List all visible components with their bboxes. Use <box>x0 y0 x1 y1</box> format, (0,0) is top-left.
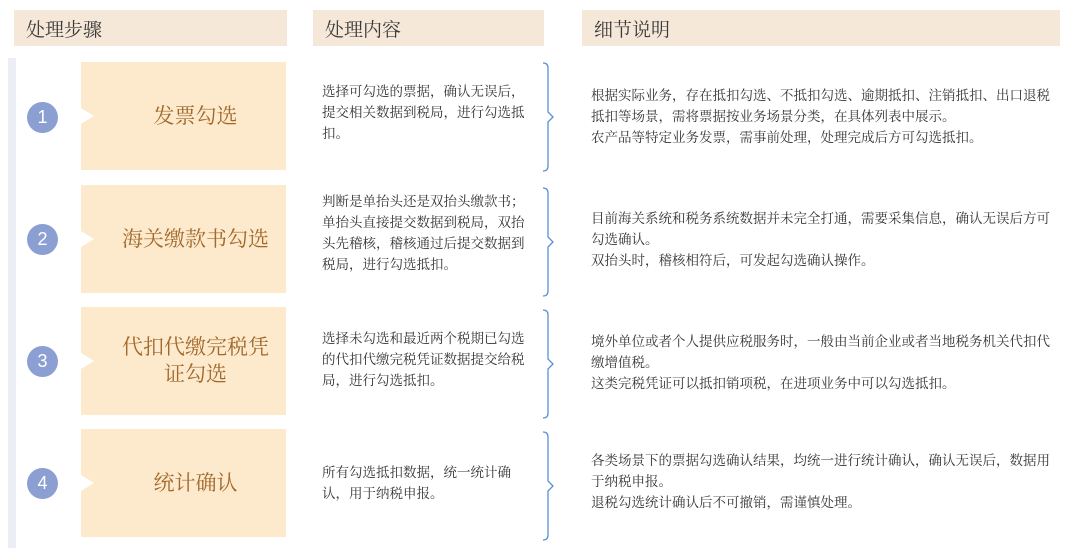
bracket-2 <box>540 187 556 297</box>
detail-paragraph: 农产品等特定业务发票，需事前处理，处理完成后方可勾选抵扣。 <box>591 129 983 146</box>
step-number-1: 1 <box>27 102 58 133</box>
header-details <box>582 10 1060 46</box>
step-box-3 <box>81 307 286 415</box>
content-text-1: 选择可勾选的票据，确认无误后，提交相关数据到税局，进行勾选抵扣。 <box>322 84 525 142</box>
header-steps <box>14 10 287 46</box>
step-label-4: 统计确认 <box>153 470 238 495</box>
header-content <box>313 10 544 46</box>
detail-paragraph: 目前海关系统和税务系统数据并未完全打通，需要采集信息，确认无误后方可勾选确认。 <box>591 211 1050 248</box>
step-label-3: 代扣代缴完税凭证勾选 <box>122 335 269 386</box>
detail-paragraph: 双抬头时，稽核相符后，可发起勾选确认操作。 <box>591 252 875 269</box>
header-steps-label: 处理步骤 <box>26 18 103 41</box>
content-text-2: 判断是单抬头还是双抬头缴款书；单抬头直接提交数据到税局，双抬头先稽核，稽核通过后提交数据到税局，进行勾选抵扣。 <box>322 194 525 273</box>
detail-paragraph: 根据实际业务，存在抵扣勾选、不抵扣勾选、逾期抵扣、注销抵扣、出口退税抵扣等场景，需将票据按业务场景分类，在具体列表中展示。 <box>591 88 1050 125</box>
bracket-3 <box>540 309 556 419</box>
detail-paragraph: 这类完税凭证可以抵扣销项税，在进项业务中可以勾选抵扣。 <box>591 375 956 392</box>
step-box-4 <box>81 429 286 537</box>
header-details-label: 细节说明 <box>594 18 671 41</box>
step-number-4: 4 <box>27 468 58 499</box>
step-number-2: 2 <box>27 224 58 255</box>
header-content-label: 处理内容 <box>325 18 402 41</box>
detail-text-4 <box>591 451 1059 514</box>
detail-text-1 <box>591 86 1059 149</box>
step-box-1 <box>81 62 286 170</box>
detail-paragraph: 退税勾选统计确认后不可撤销，需谨慎处理。 <box>591 494 861 511</box>
content-text-4: 所有勾选抵扣数据，统一统计确认，用于纳税申报。 <box>322 465 511 502</box>
timeline-bar <box>8 58 16 548</box>
bracket-1 <box>540 62 556 172</box>
step-number-3: 3 <box>27 346 58 377</box>
step-label-2: 海关缴款书勾选 <box>122 226 269 251</box>
content-text-3: 选择未勾选和最近两个税期已勾选的代扣代缴完税凭证数据提交给税局，进行勾选抵扣。 <box>322 331 525 389</box>
detail-text-2 <box>591 209 1059 272</box>
bracket-4 <box>540 431 556 541</box>
step-label-1: 发票勾选 <box>153 103 238 128</box>
detail-paragraph: 各类场景下的票据勾选确认结果，均统一进行统计确认，确认无误后，数据用于纳税申报。 <box>591 453 1050 490</box>
detail-text-3 <box>591 332 1059 395</box>
step-box-2 <box>81 185 286 293</box>
detail-paragraph: 境外单位或者个人提供应税服务时，一般由当前企业或者当地税务机关代扣代缴增值税。 <box>591 334 1050 371</box>
